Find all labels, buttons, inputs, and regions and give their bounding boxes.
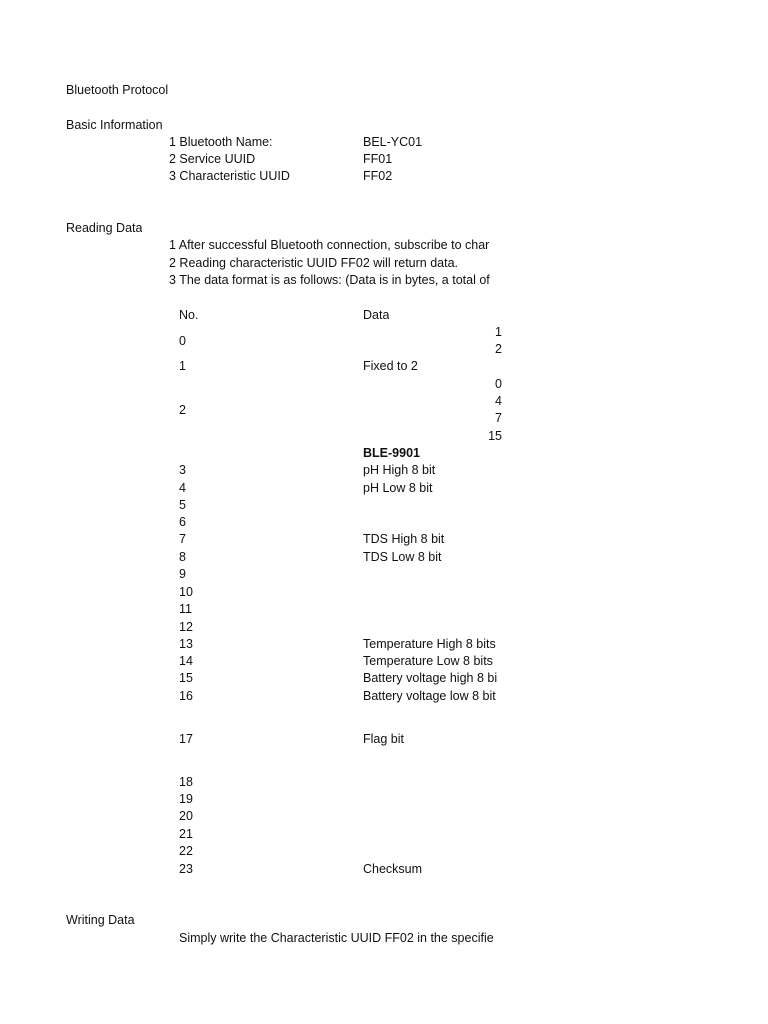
row-data: Battery voltage high 8 bi: [363, 671, 498, 685]
row-data: Checksum: [363, 862, 423, 876]
writing-data-text: Simply write the Characteristic UUID FF02 in the specifie: [179, 931, 494, 945]
basic-info-heading: Basic Information: [66, 118, 163, 132]
row-value: 15: [488, 429, 502, 443]
row-value: 2: [495, 342, 502, 356]
row-data: pH Low 8 bit: [363, 481, 433, 495]
writing-data-heading: Writing Data: [66, 913, 135, 927]
row-number: 11: [179, 602, 192, 616]
row-number: 0: [179, 334, 186, 348]
model-label: BLE-9901: [363, 446, 420, 460]
row-number: 22: [179, 844, 193, 858]
row-data: TDS Low 8 bit: [363, 550, 442, 564]
reading-step: 3 The data format is as follows: (Data is in bytes, a total of: [169, 273, 490, 287]
row-data: pH High 8 bit: [363, 463, 436, 477]
row-data: Temperature High 8 bits: [363, 637, 496, 651]
row-number: 2: [179, 403, 186, 417]
basic-info-value: FF01: [363, 152, 393, 166]
row-number: 17: [179, 732, 193, 746]
row-number: 14: [179, 654, 193, 668]
row-number: 7: [179, 532, 186, 546]
row-data: TDS High 8 bit: [363, 532, 445, 546]
row-number: 13: [179, 637, 193, 651]
row-value: 7: [495, 411, 502, 425]
row-number: 4: [179, 481, 186, 495]
row-number: 8: [179, 550, 186, 564]
row-number: 21: [179, 827, 193, 841]
row-number: 6: [179, 515, 186, 529]
row-number: 10: [179, 585, 193, 599]
row-value: 4: [495, 394, 502, 408]
row-value: 0: [495, 377, 502, 391]
row-data: Temperature Low 8 bits: [363, 654, 493, 668]
row-number: 1: [179, 359, 186, 373]
row-data: Flag bit: [363, 732, 404, 746]
row-value: 1: [495, 325, 502, 339]
row-number: 15: [179, 671, 193, 685]
row-number: 9: [179, 567, 186, 581]
row-data: Battery voltage low 8 bit: [363, 689, 496, 703]
basic-info-label: 3 Characteristic UUID: [169, 169, 290, 183]
row-number: 18: [179, 775, 193, 789]
row-number: 20: [179, 809, 193, 823]
basic-info-value: FF02: [363, 169, 393, 183]
reading-step: 2 Reading characteristic UUID FF02 will return data.: [169, 256, 459, 270]
row-number: 5: [179, 498, 186, 512]
row-number: 19: [179, 792, 193, 806]
reading-step: 1 After successful Bluetooth connection, subscribe to char: [169, 238, 490, 252]
column-header-data: Data: [363, 308, 390, 322]
row-number: 12: [179, 620, 193, 634]
row-number: 23: [179, 862, 193, 876]
basic-info-label: 2 Service UUID: [169, 152, 256, 166]
row-number: 3: [179, 463, 186, 477]
column-header-no: No.: [179, 308, 199, 322]
document-title: Bluetooth Protocol: [66, 83, 169, 97]
row-data: Fixed to 2: [363, 359, 418, 373]
basic-info-label: 1 Bluetooth Name:: [169, 135, 273, 149]
reading-data-heading: Reading Data: [66, 221, 143, 235]
basic-info-value: BEL-YC01: [363, 135, 423, 149]
row-number: 16: [179, 689, 193, 703]
